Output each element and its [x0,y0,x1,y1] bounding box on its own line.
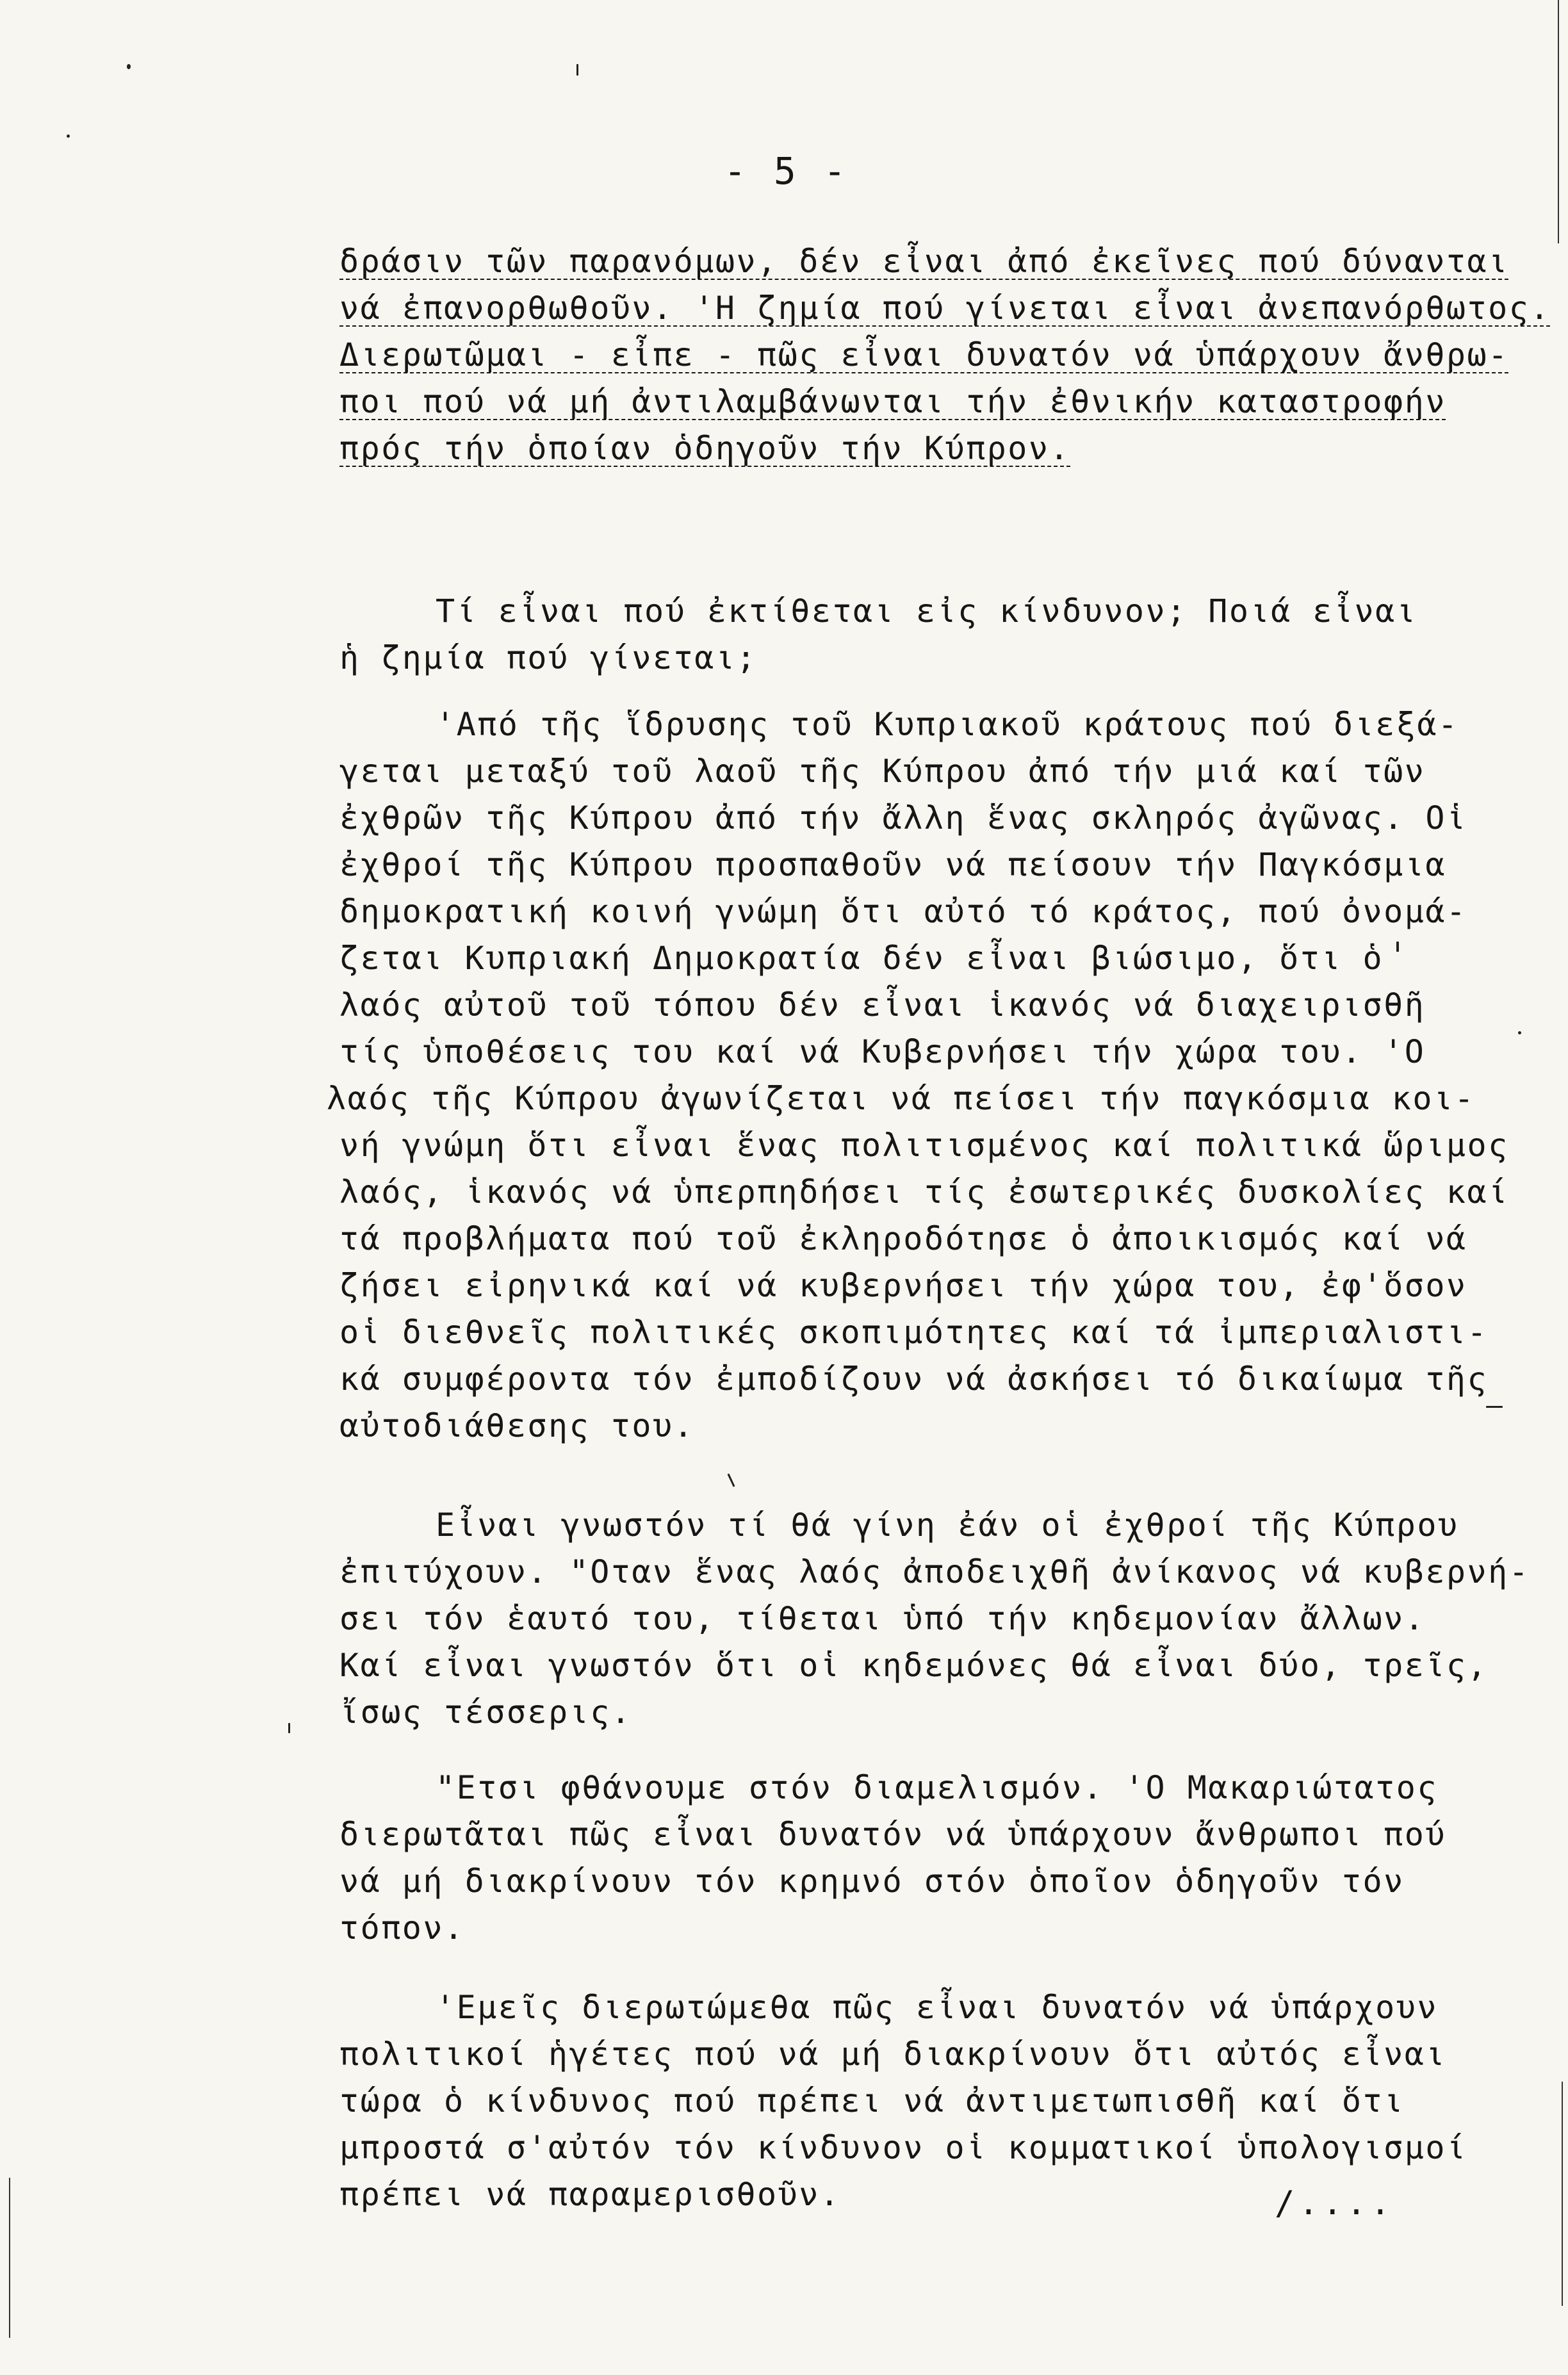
paragraph [339,588,1460,681]
text-line: λαός, ἱκανός νά ὑπερπηδήσει τίς ἐσωτερικές δυσκολίες καί [339,1173,1509,1211]
text-line: ἡ ζημία πού γίνεται; [339,639,758,676]
text-line: ἐχθροί τῆς Κύπρου προσπαθοῦν νά πείσουν τήν Παγκόσμια [339,846,1446,883]
text-line: Καί εἶναι γνωστόν ὅτι οἱ κηδεμόνες θά εἶναι δύο, τρεῖς, [339,1647,1489,1684]
text-line: διερωτᾶται πῶς εἶναι δυνατόν νά ὑπάρχουν ἄνθρωποι πού [339,1816,1446,1853]
text-line: ποι πού νά μή ἀντιλαμβάνωνται τήν ἐθνικήν καταστροφήν [339,383,1446,420]
text-line: 'Από τῆς ἵδρυσης τοῦ Κυπριακοῦ κράτους πού διεξά- [436,706,1459,743]
scan-speck [1518,1031,1521,1034]
paragraph [339,1502,1530,1736]
text-line: τίς ὑποθέσεις του καί νά Κυβερνήσει τήν χώρα του. 'Ο [339,1033,1426,1070]
text-line: Τί εἶναι πού ἐκτίθεται εἰς κίνδυνον; Ποιά εἶναι [436,592,1417,630]
paragraph [327,701,1509,1449]
quoted-passage [339,238,1551,472]
text-line: τώρα ὁ κίνδυνος πού πρέπει νά ἀντιμετωπισθῆ καί ὅτι [339,2082,1405,2119]
paragraph [339,1765,1460,1952]
text-line: ἐπιτύχουν. "Οταν ἕνας λαός ἀποδειχθῆ ἀνίκανος νά κυβερνή- [339,1553,1530,1590]
scan-speck [288,1723,290,1733]
text-line: ἴσως τέσσερις. [339,1694,632,1731]
text-line: ζεται Κυπριακή Δημοκρατία δέν εἶναι βιώσιμο, ὅτι ὁ [339,940,1384,977]
text-line: Εἶναι γνωστόν τί θά γίνη ἐάν οἱ ἐχθροί τῆς Κύπρου [436,1506,1459,1544]
text-line: νά ἐπανορθωθοῦν. 'Η ζημία πού γίνεται εἶναι ἀνεπανόρθωτος. [339,290,1551,327]
page-number: - 5 - [724,149,849,193]
text-line: νή γνώμη ὅτι εἶναι ἕνας πολιτισμένος καί πολιτικά ὥριμος [339,1127,1509,1164]
text-line: λαός τῆς Κύπρου ἀγωνίζεται νά πείσει τήν παγκόσμια κοι- [327,1080,1476,1117]
text-line: οἱ διεθνεῖς πολιτικές σκοπιμότητες καί τά ἰμπεριαλιστι- [339,1314,1489,1351]
text-line: αὐτοδιάθεσης του. [339,1407,695,1444]
text-line: δράσιν τῶν παρανόμων, δέν εἶναι ἀπό ἐκεῖνες πού δύνανται [339,243,1509,280]
scan-speck [1486,1406,1503,1408]
text-line: ἐχθρῶν τῆς Κύπρου ἀπό τήν ἄλλη ἕνας σκληρός ἀγῶνας. Οἱ [339,799,1467,837]
scan-edge-mark [1562,2082,1563,2306]
continuation-mark: /.... [1275,2184,1394,2223]
scan-speck [576,64,578,76]
text-line: πολιτικοί ἡγέτες πού νά μή διακρίνουν ὅτι αὐτός εἶναι [339,2036,1446,2073]
text-line: σει τόν ἑαυτό του, τίθεται ὑπό τήν κηδεμονίαν ἄλλων. [339,1600,1426,1637]
text-line: γεται μεταξύ τοῦ λαοῦ τῆς Κύπρου ἀπό τήν μιά καί τῶν [339,753,1426,790]
text-line: Διερωτῶμαι - εἶπε - πῶς εἶναι δυνατόν νά ὑπάρχουν ἄνθρω- [339,336,1509,373]
text-line: κά συμφέροντα τόν ἐμποδίζουν νά ἀσκήσει τό δικαίωμα τῆς [339,1360,1489,1398]
scan-speck [1396,942,1399,952]
text-line: ζήσει εἰρηνικά καί νά κυβερνήσει τήν χώρα του, ἐφ'ὅσον [339,1267,1467,1304]
text-line: δημοκρατική κοινή γνώμη ὅτι αὐτό τό κράτος, πού ὀνομά- [339,893,1467,930]
scan-speck [67,135,70,138]
text-line: νά μή διακρίνουν τόν κρημνό στόν ὁποῖον ὁδηγοῦν τόν [339,1863,1405,1900]
text-line: "Ετσι φθάνουμε στόν διαμελισμόν. 'Ο Μακαριώτατος [436,1769,1438,1806]
text-line: λαός αὐτοῦ τοῦ τόπου δέν εἶναι ἱκανός νά διαχειρισθῆ [339,986,1426,1024]
text-line: πρός τήν ὁποίαν ὁδηγοῦν τήν Κύπρον. [339,430,1071,467]
scan-edge-mark [9,2178,10,2338]
text-line: μπροστά σ'αὐτόν τόν κίνδυνον οἱ κομματικοί ὑπολογισμοί [339,2129,1467,2166]
text-line: τόπον. [339,1909,465,1947]
scan-speck [727,1473,735,1487]
scan-speck [127,64,131,69]
text-line: τά προβλήματα πού τοῦ ἐκληροδότησε ὁ ἀποικισμός καί νά [339,1220,1467,1257]
text-line: πρέπει νά παραμερισθοῦν. [339,2176,841,2213]
text-line: 'Εμεῖς διερωτώμεθα πῶς εἶναι δυνατόν νά ὑπάρχουν [436,1989,1438,2026]
scan-edge-mark [1558,0,1559,243]
paragraph [339,1984,1467,2218]
